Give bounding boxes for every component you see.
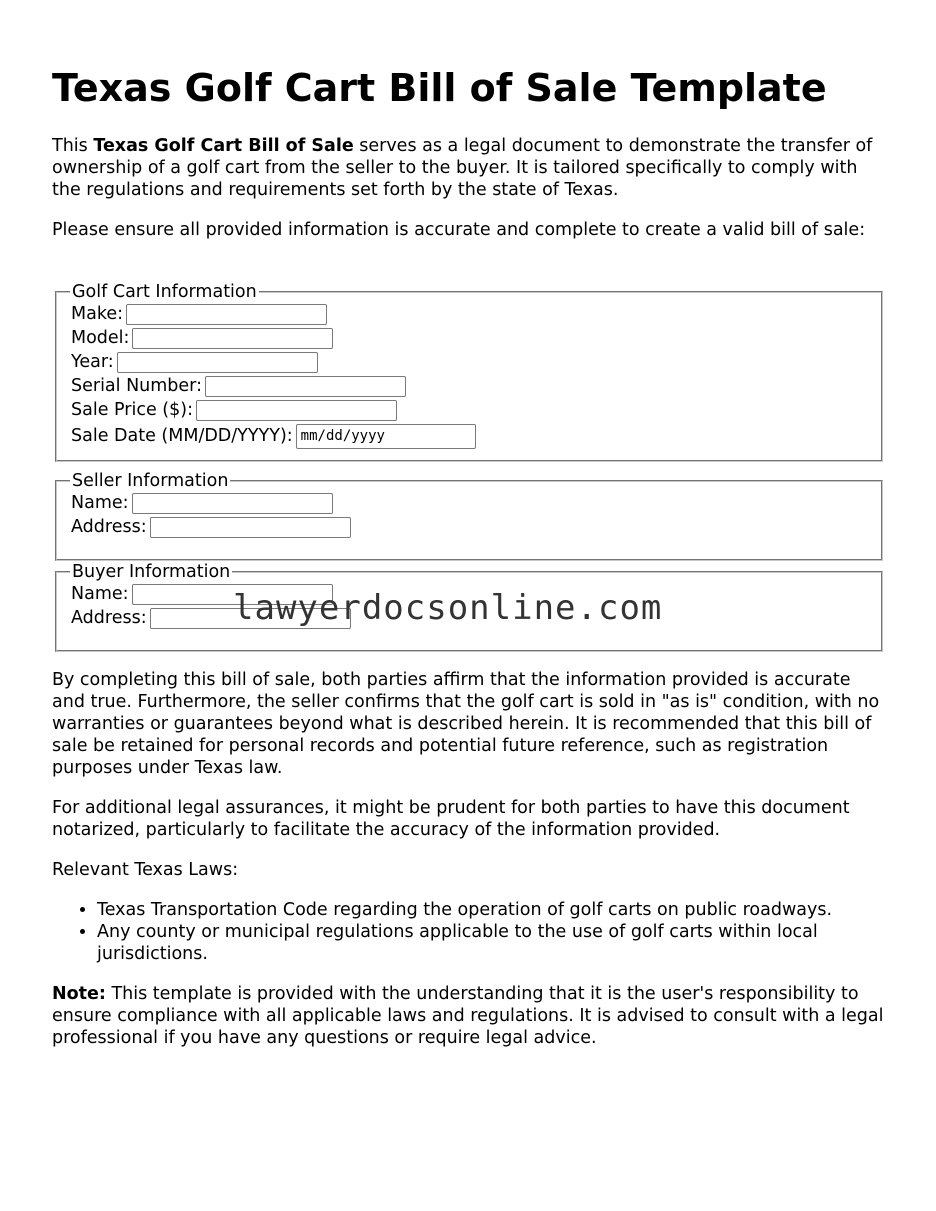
sale-price-input[interactable] bbox=[196, 400, 397, 421]
model-input[interactable] bbox=[132, 328, 333, 349]
seller-address-label: Address: bbox=[71, 517, 147, 537]
buyer-name-label: Name: bbox=[71, 584, 129, 604]
seller-name-label: Name: bbox=[71, 493, 129, 513]
seller-legend: Seller Information bbox=[72, 471, 229, 491]
year-row bbox=[71, 350, 881, 374]
seller-address-input[interactable] bbox=[150, 517, 351, 538]
make-row bbox=[71, 302, 881, 326]
seller-name-input[interactable] bbox=[132, 493, 333, 514]
laws-list-item: • Any county or municipal regulations applicable to the use of golf carts within local jurisdictions. bbox=[97, 921, 892, 965]
date-row bbox=[71, 422, 881, 450]
seller-name-row bbox=[71, 491, 881, 515]
relevant-laws-label: Relevant Texas Laws: bbox=[52, 860, 239, 880]
serial-number-input[interactable] bbox=[205, 376, 406, 397]
laws-list bbox=[52, 899, 892, 965]
note-text: This template is provided with the understanding that it is the user's responsibility to ensure compliance with all applicable laws and regulations. It is advised to consult with a legal professional if you have any questions or require legal advice. bbox=[52, 984, 884, 1048]
instruction-paragraph: Please ensure all provided information is accurate and complete to create a valid bill of sale: bbox=[52, 220, 866, 240]
year-label: Year: bbox=[71, 352, 114, 372]
price-row bbox=[71, 398, 881, 422]
sale-date-label: Sale Date (MM/DD/YYYY): bbox=[71, 426, 293, 446]
buyer-address-label: Address: bbox=[71, 608, 147, 628]
serial-row bbox=[71, 374, 881, 398]
year-input[interactable] bbox=[117, 352, 318, 373]
watermark: lawyerdocsonline.com bbox=[233, 588, 663, 628]
sale-price-label: Sale Price ($): bbox=[71, 400, 193, 420]
notarization-paragraph: For additional legal assurances, it might be prudent for both parties to have this document notarized, particularly to facilitate the accuracy of the information provided. bbox=[52, 798, 850, 840]
golf-cart-legend: Golf Cart Information bbox=[72, 282, 257, 302]
laws-list-item: • Texas Transportation Code regarding the operation of golf carts on public roadways. bbox=[97, 899, 892, 921]
note-paragraph bbox=[52, 983, 888, 1049]
seller-fieldset bbox=[55, 471, 883, 561]
golf-cart-fieldset bbox=[55, 282, 883, 462]
intro-paragraph bbox=[52, 135, 888, 201]
intro-suffix: serves as a legal document to demonstrate the transfer of ownership of a golf cart from the seller to the buyer. It is tailored specifically to comply with the regulations and requirements set forth by the state of Texas. bbox=[52, 136, 873, 200]
intro-prefix: This bbox=[52, 136, 94, 156]
intro-bold: Texas Golf Cart Bill of Sale bbox=[93, 136, 354, 156]
buyer-legend: Buyer Information bbox=[72, 562, 231, 582]
page-title: Texas Golf Cart Bill of Sale Template bbox=[52, 66, 827, 110]
sale-date-input[interactable] bbox=[296, 424, 476, 449]
seller-address-row bbox=[71, 515, 881, 539]
note-label: Note: bbox=[52, 984, 106, 1004]
serial-number-label: Serial Number: bbox=[71, 376, 202, 396]
model-label: Model: bbox=[71, 328, 130, 348]
affirmation-paragraph: By completing this bill of sale, both parties affirm that the information provided is accurate and true. Furthermore, the seller confirms that the golf cart is sold in "as is" condition, with no warranties or guarantees beyond what is described herein. It is recommended that this bill of sale be retained for personal records and potential future reference, such as registration purposes under Texas law. bbox=[52, 670, 880, 778]
model-row bbox=[71, 326, 881, 350]
make-input[interactable] bbox=[126, 304, 327, 325]
make-label: Make: bbox=[71, 304, 123, 324]
